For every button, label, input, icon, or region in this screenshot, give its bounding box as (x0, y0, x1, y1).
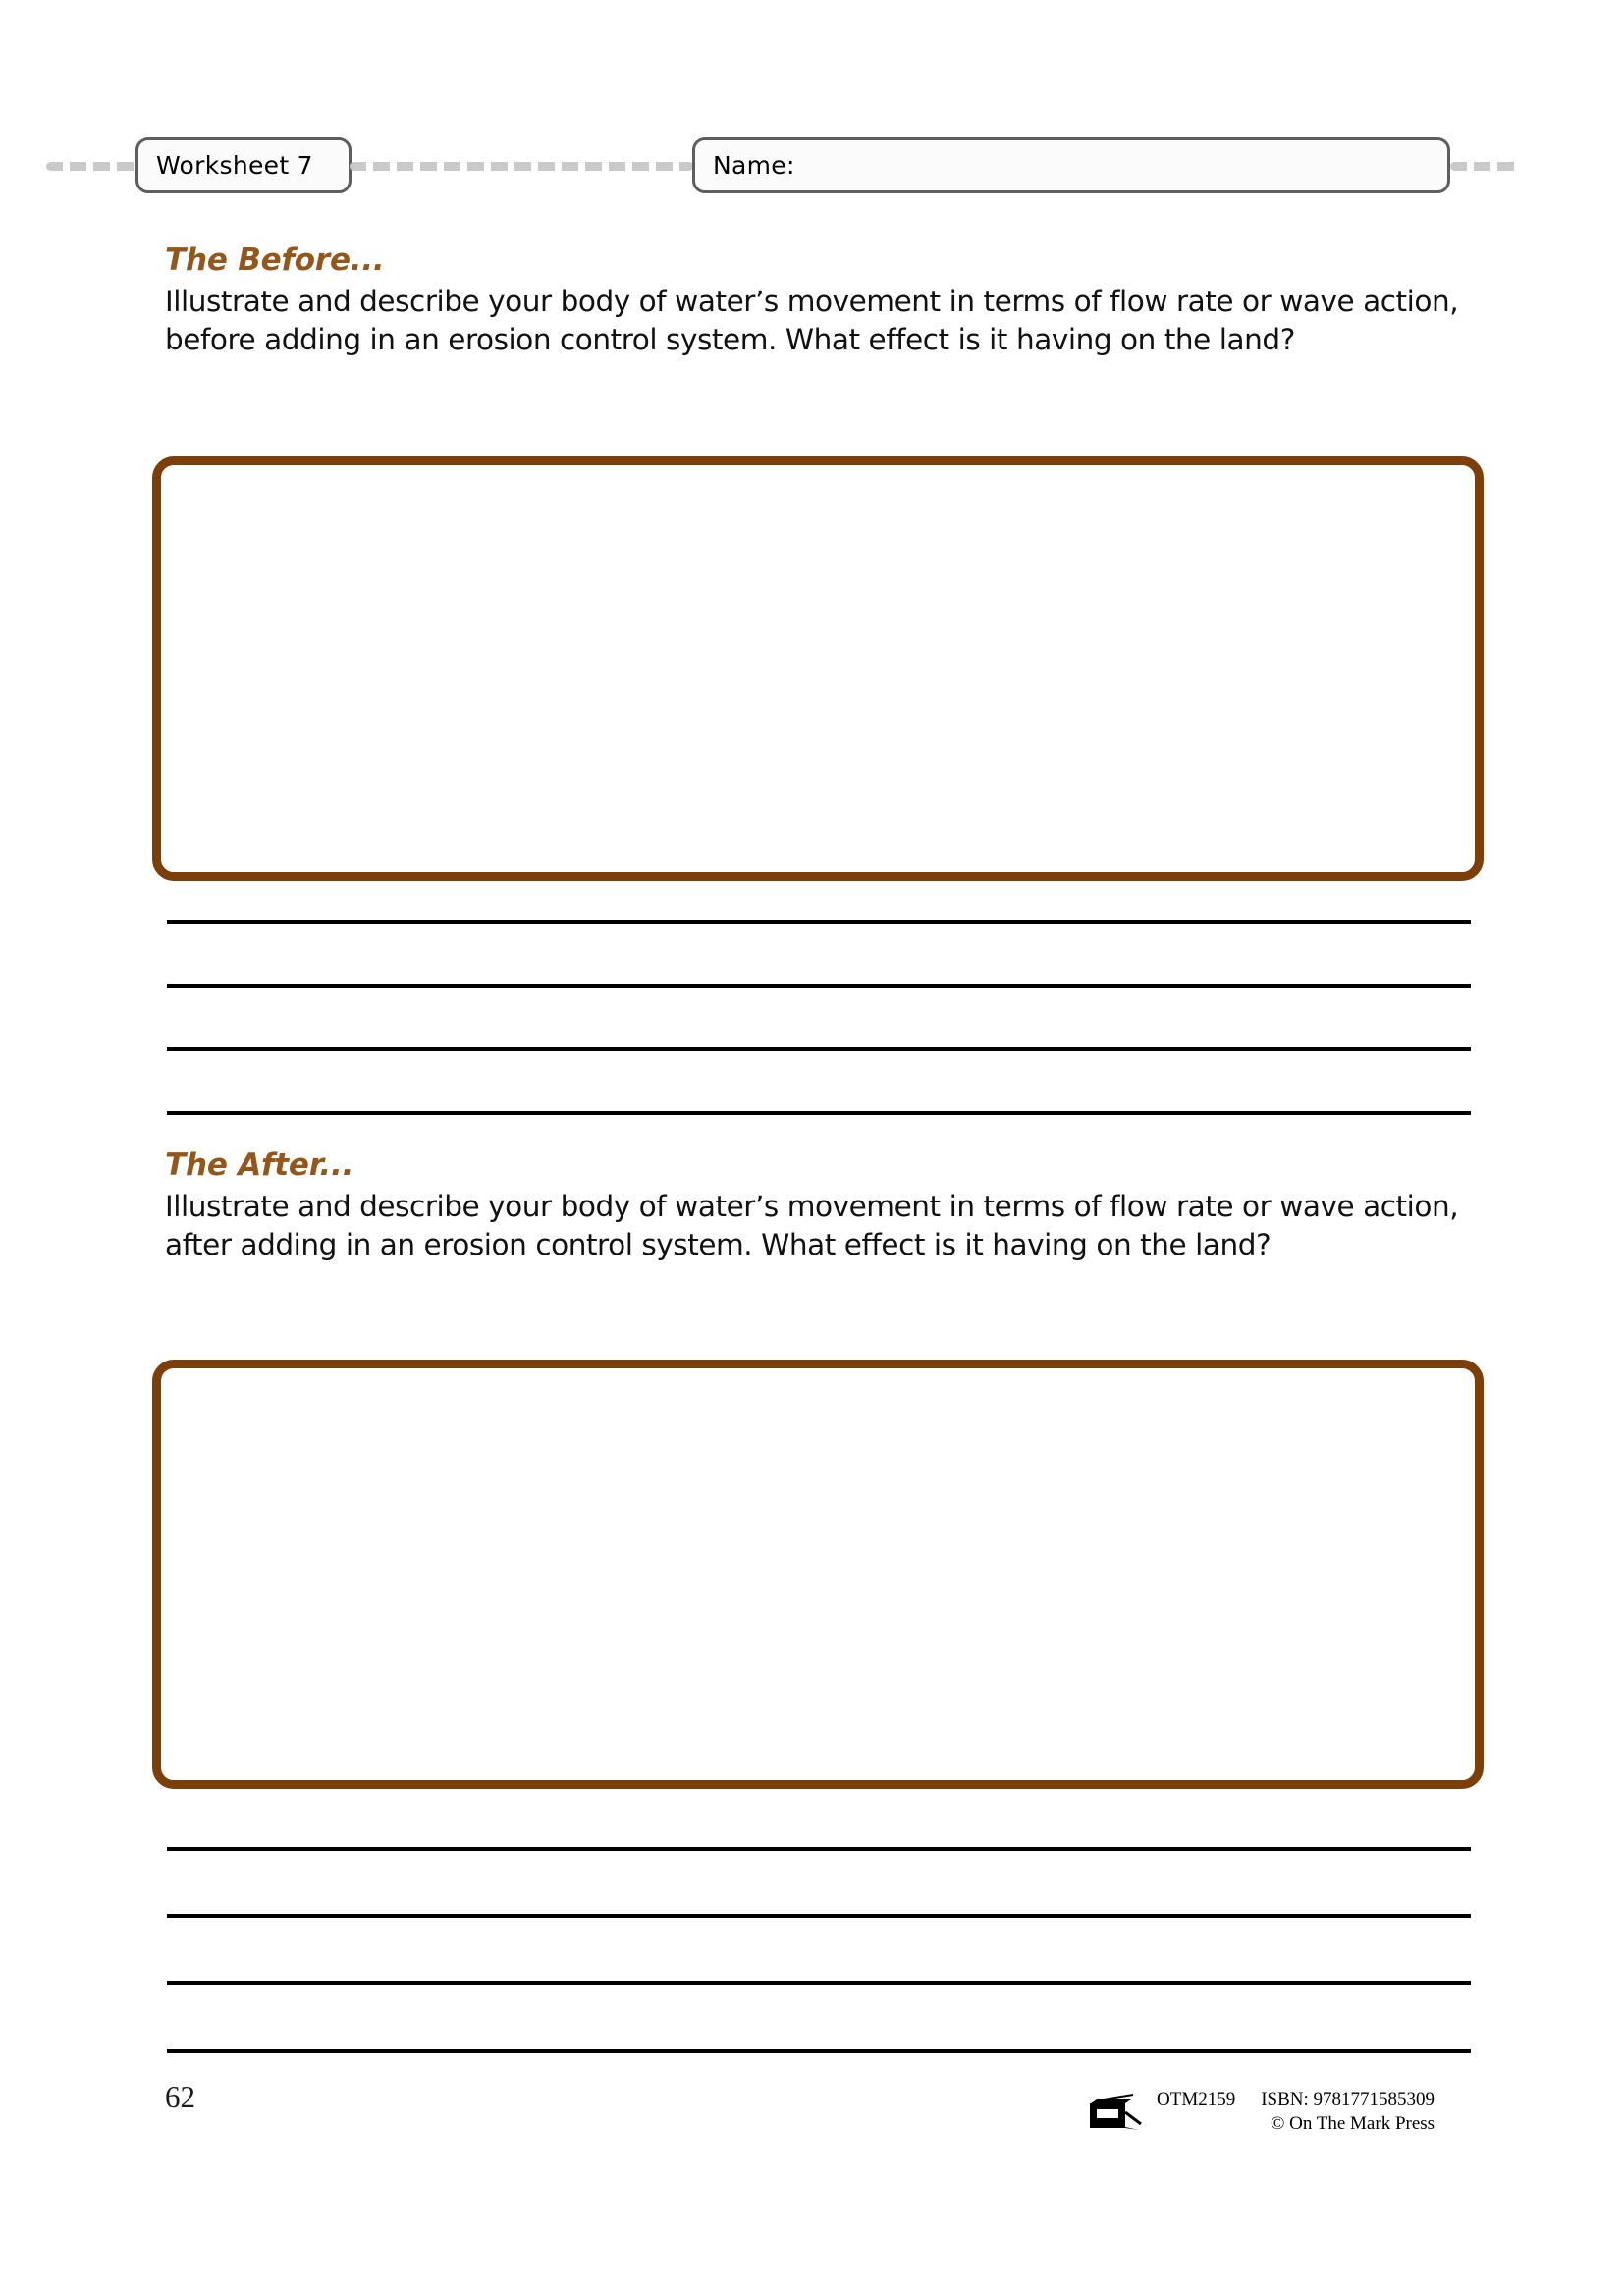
section-before-heading: The Before... (165, 242, 385, 278)
after-answer-line-4[interactable] (167, 2049, 1471, 2053)
name-field-box[interactable] (692, 137, 1450, 193)
after-answer-line-3[interactable] (167, 1981, 1471, 1985)
header-dash-right (1450, 162, 1519, 171)
section-before (165, 243, 1471, 360)
section-after-heading: The After... (165, 1148, 354, 1183)
section-after-prompt: Illustrate and describe your body of water’s movement in terms of flow rate or wave action, after adding in an erosion control system. What effect is it having on the land? (165, 1190, 1459, 1262)
before-answer-line-3[interactable] (167, 1047, 1471, 1051)
footer-code-isbn-row (1157, 2087, 1435, 2111)
section-before-prompt: Illustrate and describe your body of water’s movement in terms of flow rate or wave action, before adding in an erosion control system. What effect is it having on the land? (165, 285, 1459, 357)
worksheet-tag (135, 137, 352, 193)
footer-text-block (1157, 2087, 1435, 2137)
header-dash-middle (350, 162, 693, 171)
section-after (165, 1148, 1471, 1265)
name-field-label: Name: (713, 151, 795, 180)
footer-imprint (1088, 2087, 1435, 2137)
printing-press-logo-icon (1088, 2093, 1143, 2132)
worksheet-tag-label: Worksheet 7 (156, 151, 313, 180)
copyright-text: © On The Mark Press (1270, 2113, 1435, 2135)
before-drawing-box[interactable] (152, 456, 1484, 881)
after-drawing-box[interactable] (152, 1360, 1484, 1789)
page-number: 62 (165, 2079, 195, 2113)
header-dash-left (46, 162, 136, 171)
isbn-text: ISBN: 9781771585309 (1261, 2089, 1435, 2109)
page-header (0, 137, 1624, 194)
before-answer-line-4[interactable] (167, 1111, 1471, 1115)
before-answer-line-2[interactable] (167, 984, 1471, 988)
after-answer-line-1[interactable] (167, 1847, 1471, 1851)
product-code: OTM2159 (1157, 2089, 1236, 2109)
before-answer-line-1[interactable] (167, 920, 1471, 924)
after-answer-line-2[interactable] (167, 1914, 1471, 1918)
